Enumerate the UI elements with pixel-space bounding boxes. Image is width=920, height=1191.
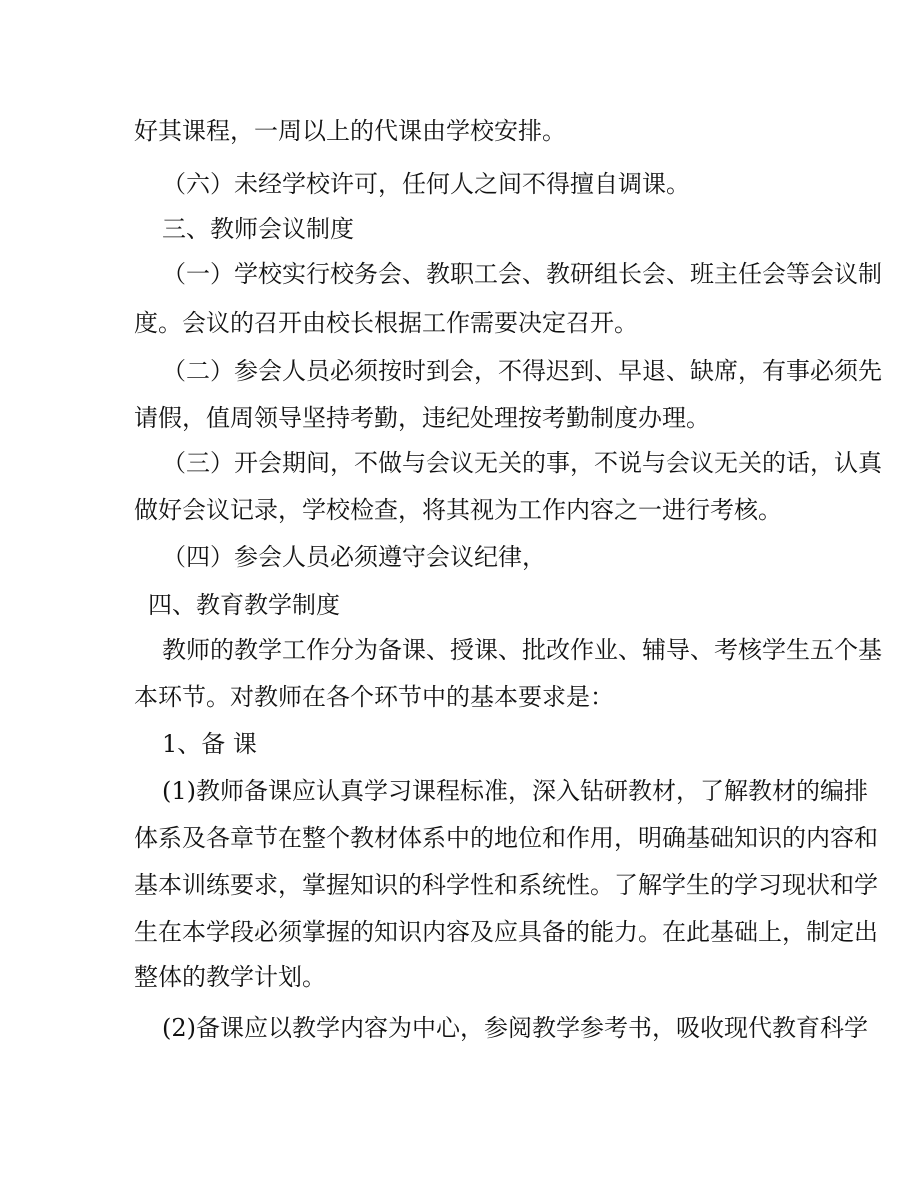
paragraph-line: 基本训练要求，掌握知识的科学性和系统性。了解学生的学习现状和学 bbox=[134, 871, 878, 899]
paragraph-line: 整体的教学计划。 bbox=[134, 963, 326, 991]
paragraph-line: （一）学校实行校务会、教职工会、教研组长会、班主任会等会议制 bbox=[162, 260, 882, 288]
paragraph-line: （二）参会人员必须按时到会，不得迟到、早退、缺席，有事必须先 bbox=[162, 357, 882, 385]
paragraph-line: 做好会议记录，学校检查，将其视为工作内容之一进行考核。 bbox=[134, 496, 782, 524]
paragraph-line: （三）开会期间，不做与会议无关的事，不说与会议无关的话，认真 bbox=[162, 449, 882, 477]
paragraph-line: 请假，值周领导坚持考勤，违纪处理按考勤制度办理。 bbox=[134, 404, 710, 432]
paragraph-line: (1)教师备课应认真学习课程标准，深入钻研教材，了解教材的编排 bbox=[162, 777, 868, 805]
paragraph-line: 好其课程，一周以上的代课由学校安排。 bbox=[134, 117, 566, 145]
paragraph-line: 教师的教学工作分为备课、授课、批改作业、辅导、考核学生五个基 bbox=[162, 636, 882, 664]
paragraph-line: （六）未经学校许可，任何人之间不得擅自调课。 bbox=[162, 170, 690, 198]
subsection-heading: 1、备 课 bbox=[162, 730, 257, 758]
paragraph-line: （四）参会人员必须遵守会议纪律， bbox=[162, 543, 546, 571]
paragraph-line: 度。会议的召开由校长根据工作需要决定召开。 bbox=[134, 309, 638, 337]
paragraph-line: 本环节。对教师在各个环节中的基本要求是： bbox=[134, 683, 614, 711]
paragraph-line: 生在本学段必须掌握的知识内容及应具备的能力。在此基础上，制定出 bbox=[134, 918, 878, 946]
paragraph-line: (2)备课应以教学内容为中心，参阅教学参考书，吸收现代教育科学 bbox=[162, 1014, 868, 1042]
section-heading: 三、教师会议制度 bbox=[162, 215, 354, 243]
paragraph-line: 体系及各章节在整个教材体系中的地位和作用，明确基础知识的内容和 bbox=[134, 824, 878, 852]
section-heading: 四、教育教学制度 bbox=[148, 591, 340, 619]
